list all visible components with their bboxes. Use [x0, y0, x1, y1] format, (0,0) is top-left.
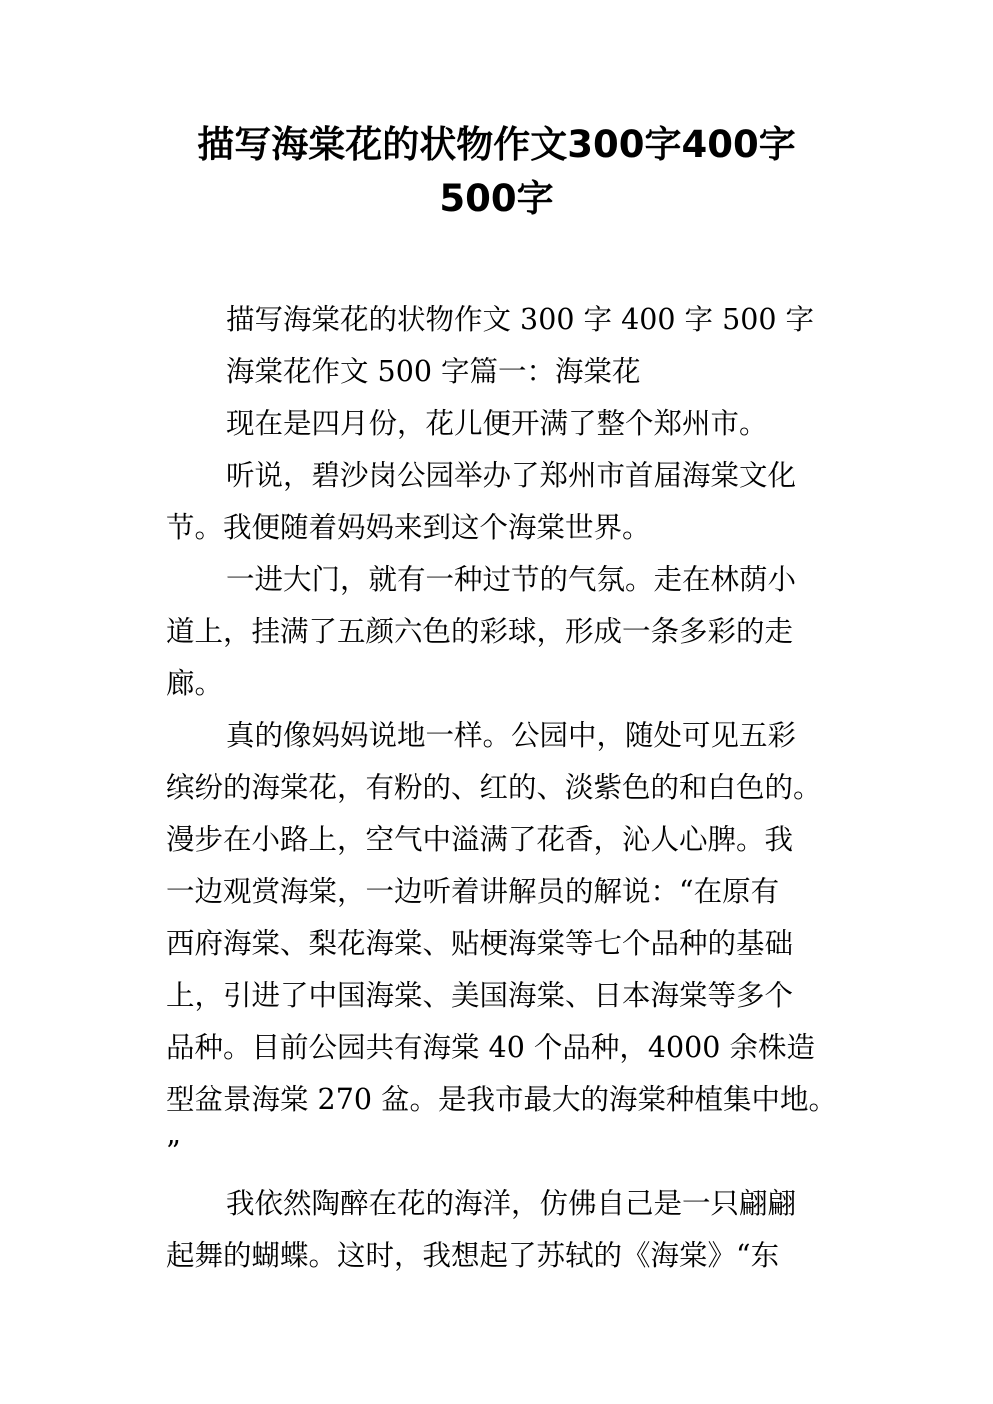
body-line: 一进大门，就有一种过节的气氛。走在林荫小 [226, 563, 797, 596]
body-line: 上，引进了中国海棠、美国海棠、日本海棠等多个 [166, 979, 794, 1012]
body-line: 起舞的蝴蝶。这时，我想起了苏轼的《海棠》“东 [166, 1239, 780, 1272]
body-line: 道上，挂满了五颜六色的彩球，形成一条多彩的走 [166, 615, 794, 648]
body-line: 廊。 [166, 667, 224, 700]
title-line-1: 描写海棠花的状物作文300字400字 [197, 123, 796, 166]
body-line: 我依然陶醉在花的海洋，仿佛自己是一只翩翩 [226, 1187, 797, 1220]
body-line: 西府海棠、梨花海棠、贴梗海棠等七个品种的基础 [166, 927, 794, 960]
body-line: 描写海棠花的状物作文 300 字 400 字 500 字 [226, 303, 815, 336]
document-title [120, 118, 873, 226]
body-line: 节。我便随着妈妈来到这个海棠世界。 [166, 511, 651, 544]
body-line: 听说，碧沙岗公园举办了郑州市首届海棠文化 [226, 459, 797, 492]
body-line: 海棠花作文 500 字篇一：海棠花 [226, 355, 641, 388]
title-line-2: 500字 [439, 177, 554, 220]
body-line: 漫步在小路上，空气中溢满了花香，沁人心脾。我 [166, 823, 794, 856]
body-line: 品种。目前公园共有海棠 40 个品种，4000 余株造 [166, 1031, 815, 1064]
body-line: 真的像妈妈说地一样。公园中，随处可见五彩 [226, 719, 797, 752]
body-line: 现在是四月份，花儿便开满了整个郑州市。 [226, 407, 768, 440]
body-line: 型盆景海棠 270 盆。是我市最大的海棠种植集中地。 [166, 1083, 838, 1116]
body-line: 一边观赏海棠，一边听着讲解员的解说：“在原有 [166, 875, 780, 908]
body-line: ” [166, 1135, 181, 1168]
document-body [166, 294, 838, 1282]
body-line: 缤纷的海棠花，有粉的、红的、淡紫色的和白色的。 [166, 771, 822, 804]
